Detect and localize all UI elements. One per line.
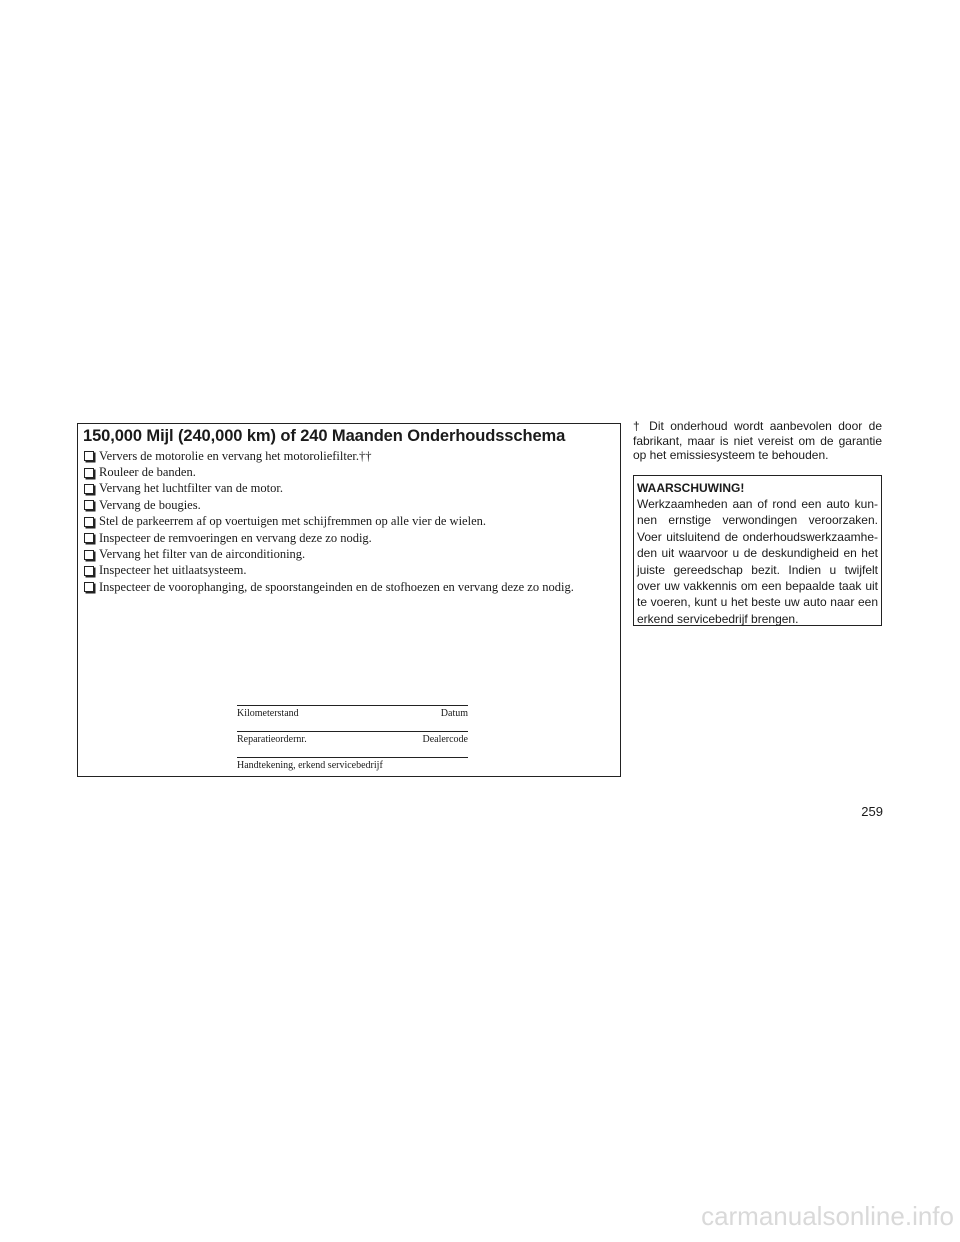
checkbox-icon (84, 468, 94, 478)
schedule-title: 150,000 Mijl (240,000 km) of 240 Maanden Onderhoudsschema (83, 427, 566, 445)
checkbox-icon (84, 517, 94, 527)
task-item: Ververs de motorolie en vervang het motoroliefilter.†† (83, 448, 574, 464)
repair-order-line (237, 731, 468, 747)
signature-block (237, 705, 468, 773)
checkbox-icon (84, 550, 94, 560)
task-item: Inspecteer de remvoeringen en vervang deze zo nodig. (83, 530, 574, 546)
task-item: Vervang het luchtfilter van de motor. (83, 481, 574, 497)
page-number: 259 (861, 804, 883, 819)
warning-box (633, 475, 882, 626)
checkbox-icon (84, 500, 94, 510)
checkbox-icon (84, 451, 94, 461)
checkbox-icon (84, 582, 94, 592)
repair-order-label: Reparatieordernr. (237, 734, 307, 745)
checkbox-icon (84, 484, 94, 494)
checkbox-icon (84, 533, 94, 543)
footnote: † Dit onderhoud wordt aanbevolen door de fabrikant, maar is niet vereist om de garantie op het emissiesysteem te behouden. (633, 419, 882, 462)
dealer-code-label: Dealercode (422, 734, 468, 745)
task-item: Stel de parkeerrem af op voertuigen met schijfremmen op alle vier de wielen. (83, 514, 574, 530)
checkbox-icon (84, 566, 94, 576)
watermark: carmanualsonline.info (701, 1201, 954, 1231)
task-item: Rouleer de banden. (83, 464, 574, 480)
date-label: Datum (440, 708, 468, 719)
task-list (83, 448, 574, 596)
task-item: Inspecteer de voorophanging, de spoorstangeinden en de stofhoezen en vervang deze zo nodig. (83, 579, 574, 595)
task-item: Vervang het filter van de airconditioning. (83, 546, 574, 562)
maintenance-schedule-box (77, 423, 621, 777)
warning-title: WAARSCHUWING! (637, 481, 745, 495)
signature-line (237, 757, 468, 773)
task-item: Vervang de bougies. (83, 497, 574, 513)
signature-label: Handtekening, erkend servicebedrijf (237, 760, 383, 771)
odometer-label: Kilometerstand (237, 708, 299, 719)
task-item: Inspecteer het uitlaatsysteem. (83, 563, 574, 579)
warning-text: Werkzaamheden aan of rond een auto kun-nen ernstige verwondingen veroorzaken. Voer uitsluitend de onderhoudswerkzaamhe-den uit waarvoor u de deskundigheid en het juiste gereedschap bezit. Indien u twijfelt over uw vakkennis om een bepaalde taak uit te voeren, kunt u het beste uw auto naar een erkend servicebedrijf brengen. (637, 497, 878, 626)
odometer-date-line (237, 705, 468, 721)
